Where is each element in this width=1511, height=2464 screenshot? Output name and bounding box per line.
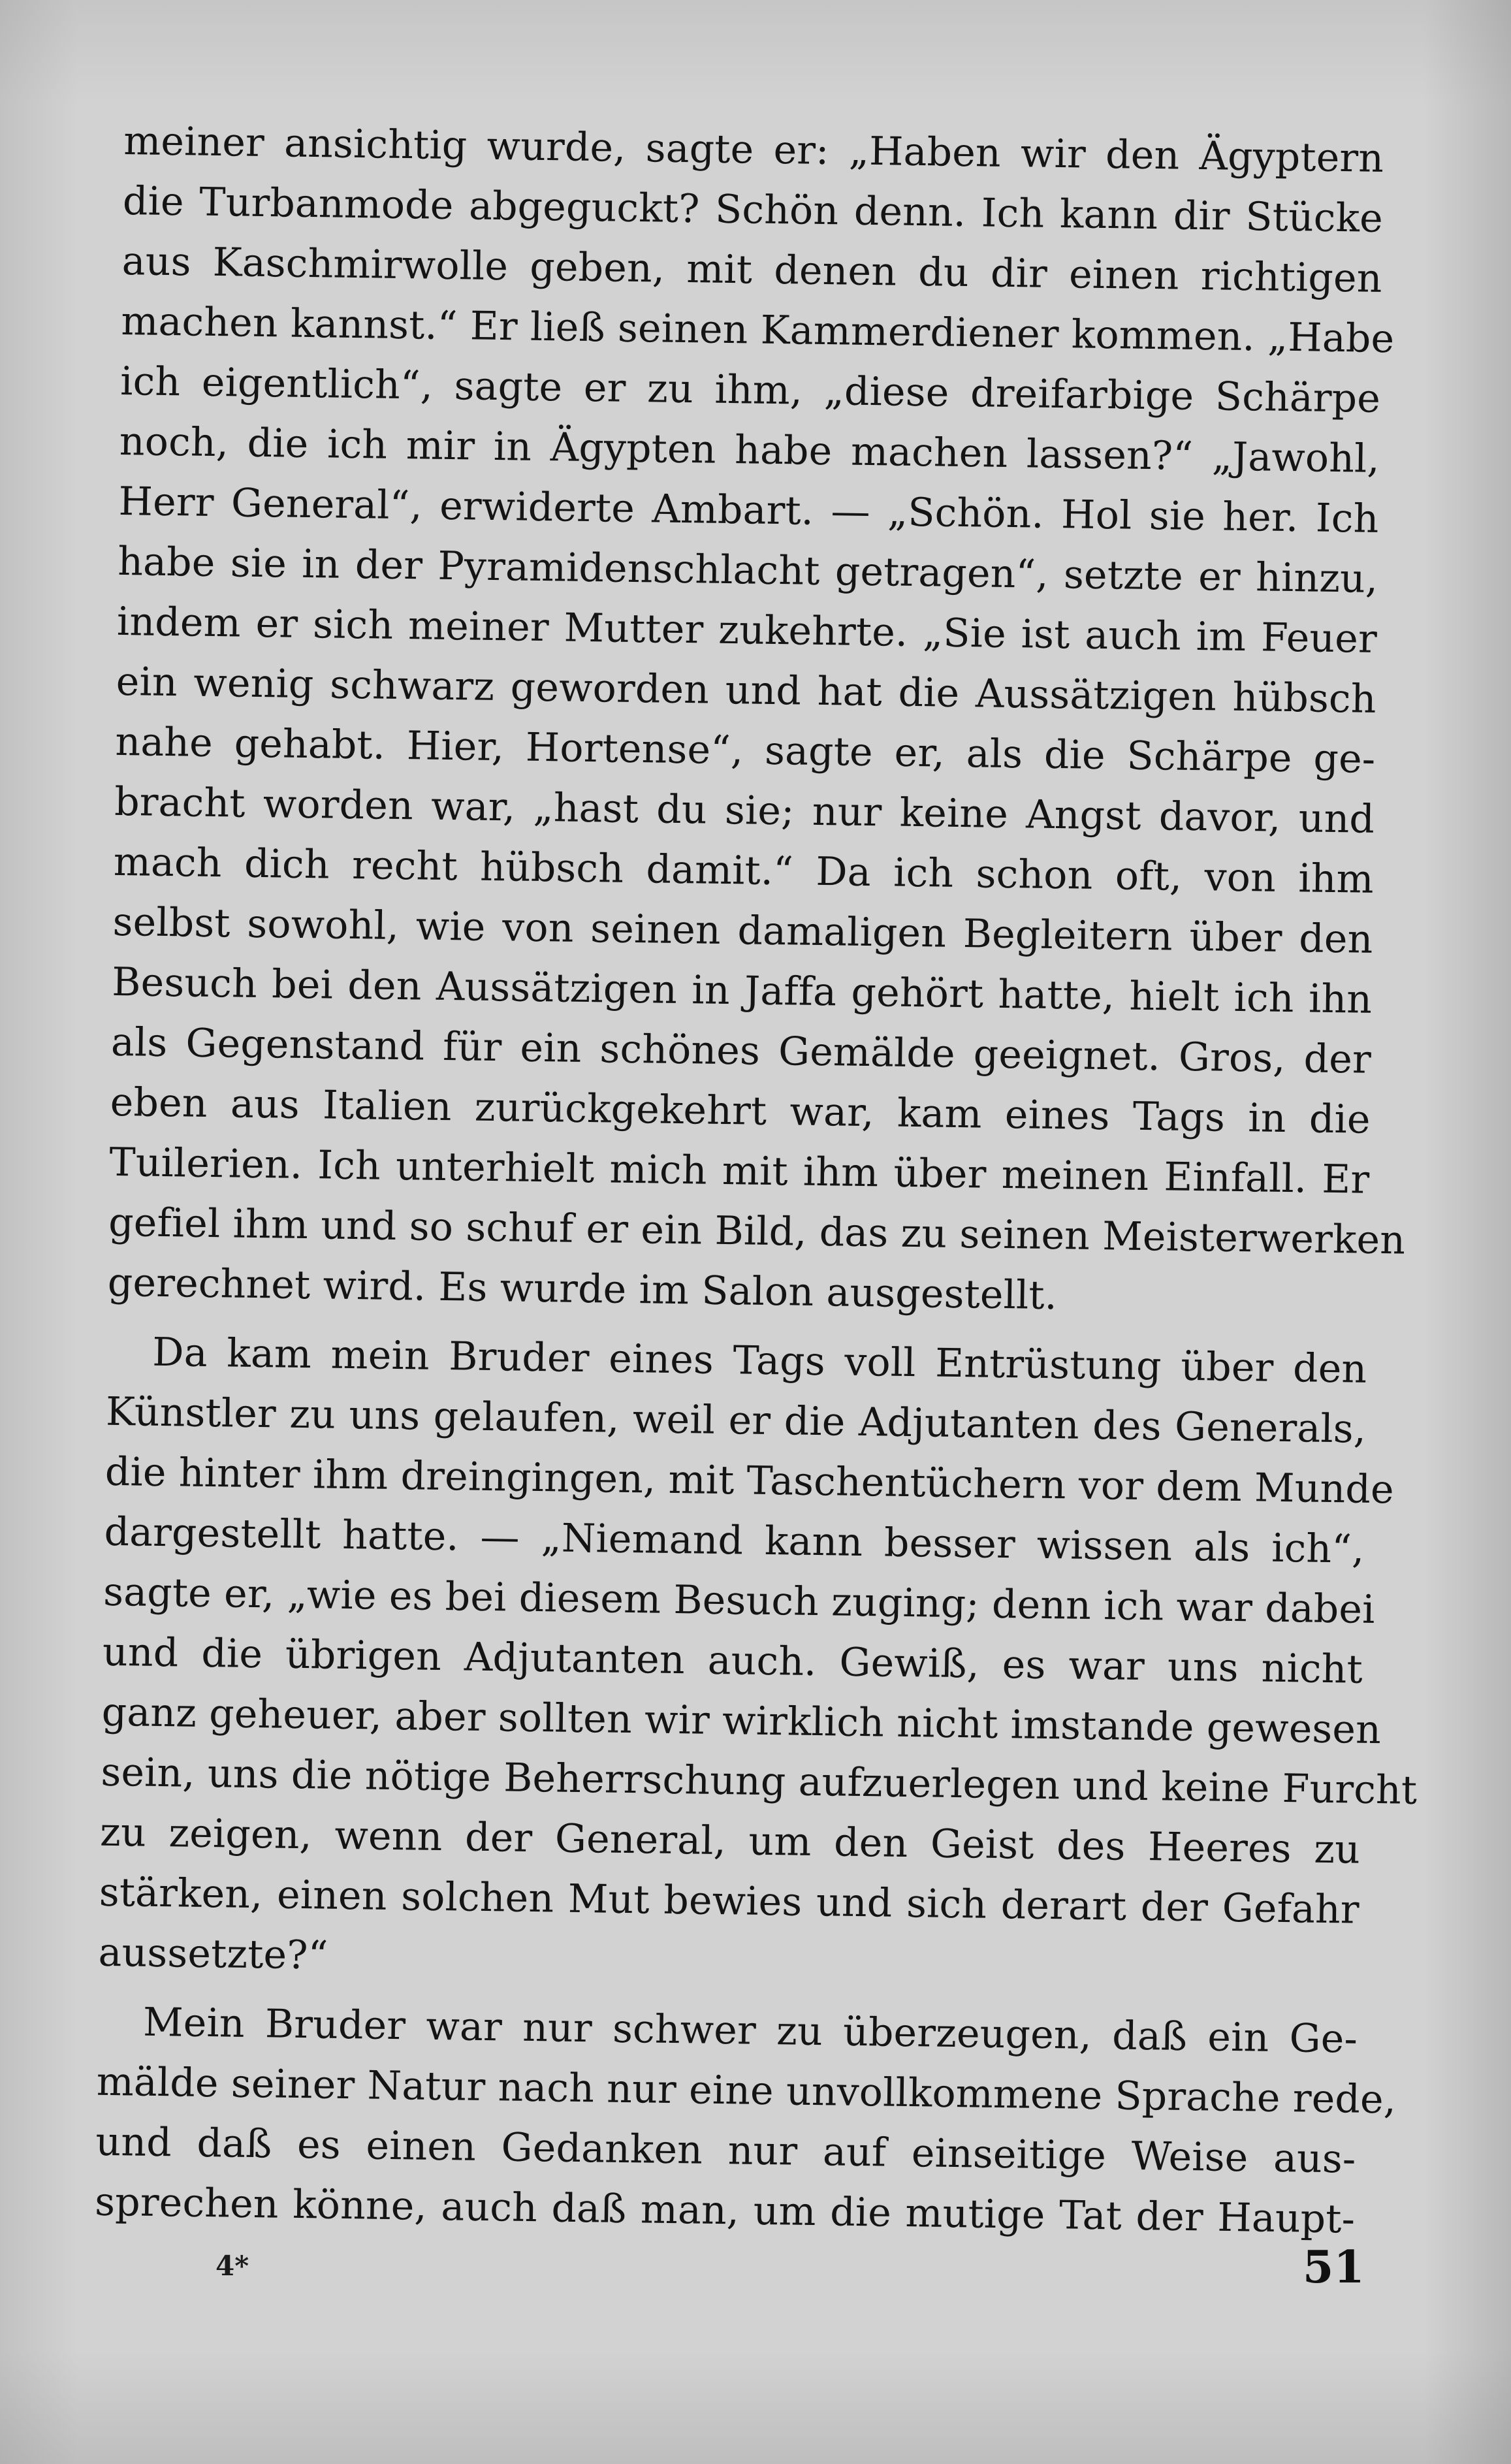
- text-line: die Turbanmode abgeguckt? Schön denn. Ich kann dir Stücke: [122, 178, 1384, 242]
- text-line: sprechen könne, auch daß man, um die mutige Tat der Haupt-: [94, 2179, 1356, 2243]
- text-line: aussetzte?“: [98, 1929, 328, 1979]
- text-line: ein wenig schwarz geworden und hat die Aussätzigen hübsch: [116, 658, 1377, 722]
- text-line: noch, die ich mir in Ägypten habe machen lassen?“ „Jawohl,: [119, 418, 1380, 482]
- text-line: machen kannst.“ Er ließ seinen Kammerdiener kommen. „Habe: [121, 298, 1395, 362]
- text-line: zu zeigen, wenn der General, um den Geist des Heeres zu: [99, 1809, 1361, 1873]
- text-line: eben aus Italien zurückgekehrt war, kam eines Tags in die: [110, 1079, 1371, 1143]
- text-line: die hinter ihm dreingingen, mit Taschentüchern vor dem Munde: [104, 1448, 1395, 1513]
- text-line: bracht worden war, „hast du sie; nur keine Angst davor, und: [114, 778, 1375, 842]
- text-line: ich eigentlich“, sagte er zu ihm, „diese dreifarbige Schärpe: [119, 358, 1381, 422]
- text-line: ganz geheuer, aber sollten wir wirklich nicht imstande gewesen: [101, 1689, 1382, 1753]
- text-line: selbst sowohl, wie von seinen damaligen Begleitern über den: [112, 899, 1373, 963]
- text-line: Mein Bruder war nur schwer zu überzeugen, daß ein Ge-: [142, 1999, 1358, 2062]
- text-line: nahe gehabt. Hier, Hortense“, sagte er, als die Schärpe ge-: [115, 718, 1376, 782]
- text-line: Da kam mein Bruder eines Tags voll Entrüstung über den: [151, 1329, 1367, 1392]
- text-line: und die übrigen Adjutanten auch. Gewiß, es war uns nicht: [102, 1629, 1363, 1693]
- text-line: sein, uns die nötige Beherrschung aufzuerlegen und keine Furcht: [100, 1749, 1418, 1814]
- text-line: Herr General“, erwiderte Ambart. — „Schön. Hol sie her. Ich: [118, 478, 1379, 542]
- text-line: mälde seiner Natur nach nur eine unvollkommene Sprache rede,: [96, 2058, 1397, 2123]
- text-line: Besuch bei den Aussätzigen in Jaffa gehört hatte, hielt ich ihn: [111, 959, 1373, 1023]
- text-line: dargestellt hatte. — „Niemand kann besser wissen als ich“,: [104, 1509, 1365, 1573]
- text-line: meiner ansichtig wurde, sagte er: „Haben wir den Ägyptern: [123, 118, 1384, 182]
- text-line: als Gegenstand für ein schönes Gemälde geeignet. Gros, der: [110, 1019, 1372, 1083]
- text-line: sagte er, „wie es bei diesem Besuch zuging; denn ich war dabei: [103, 1569, 1376, 1633]
- text-line: Künstler zu uns gelaufen, weil er die Adjutanten des Generals,: [105, 1388, 1367, 1452]
- text-line: habe sie in der Pyramidenschlacht getragen“, setzte er hinzu,: [117, 538, 1378, 602]
- body-text: [94, 111, 1418, 2250]
- text-line: stärken, einen solchen Mut bewies und sich derart der Gefahr: [99, 1869, 1360, 1933]
- text-line: mach dich recht hübsch damit.“ Da ich schon oft, von ihm: [113, 839, 1375, 903]
- text-line: aus Kaschmirwolle geben, mit denen du dir einen richtigen: [121, 238, 1383, 302]
- text-line: indem er sich meiner Mutter zukehrte. „Sie ist auch im Feuer: [116, 598, 1378, 662]
- text-line: Tuilerien. Ich unterhielt mich mit ihm über meinen Einfall. Er: [109, 1139, 1370, 1203]
- text-line: gerechnet wird. Es wurde im Salon ausgestellt.: [107, 1259, 1058, 1319]
- signature-mark: 4*: [215, 2250, 249, 2282]
- text-line: gefiel ihm und so schuf er ein Bild, das zu seinen Meisterwerken: [108, 1199, 1406, 1264]
- page-number: 51: [1303, 2241, 1365, 2294]
- text-line: und daß es einen Gedanken nur auf einseitige Weise aus-: [95, 2119, 1356, 2183]
